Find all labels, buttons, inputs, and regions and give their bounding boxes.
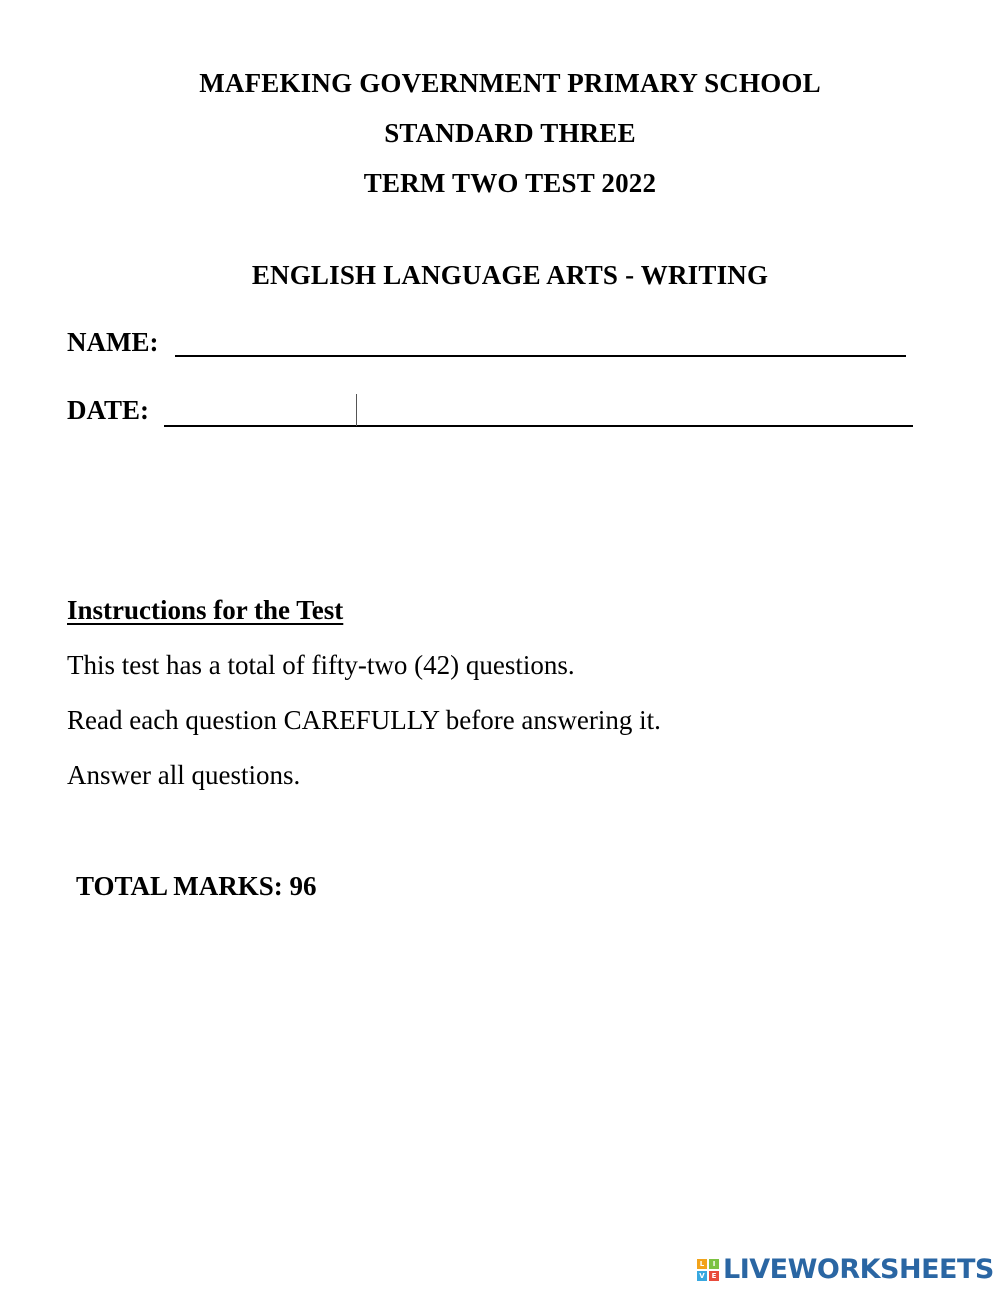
- total-marks: TOTAL MARKS: 96: [76, 871, 317, 901]
- liveworksheets-logo-icon: [697, 1259, 719, 1281]
- subject-heading: ENGLISH LANGUAGE ARTS - WRITING: [251, 260, 769, 290]
- logo-letter: V: [697, 1271, 707, 1281]
- school-title: MAFEKING GOVERNMENT PRIMARY SCHOOL: [199, 68, 821, 98]
- standard-heading: STANDARD THREE: [384, 118, 636, 148]
- name-field[interactable]: [175, 355, 906, 357]
- instruction-item: This test has a total of fifty-two (42) questions.: [67, 650, 575, 680]
- date-field[interactable]: [164, 425, 913, 427]
- instruction-item: Answer all questions.: [67, 760, 301, 790]
- logo-letter: I: [709, 1259, 719, 1269]
- brand-name: LIVEWORKSHEETS: [723, 1254, 994, 1285]
- instructions-heading: Instructions for the Test: [67, 595, 344, 625]
- date-label: DATE:: [67, 395, 150, 425]
- logo-letter: L: [697, 1259, 707, 1269]
- text-cursor: [356, 394, 357, 426]
- name-label: NAME:: [67, 327, 159, 357]
- liveworksheets-brand[interactable]: [697, 1254, 994, 1286]
- instruction-item: Read each question CAREFULLY before answering it.: [67, 705, 661, 735]
- logo-letter: E: [709, 1271, 719, 1281]
- term-heading: TERM TWO TEST 2022: [363, 168, 657, 198]
